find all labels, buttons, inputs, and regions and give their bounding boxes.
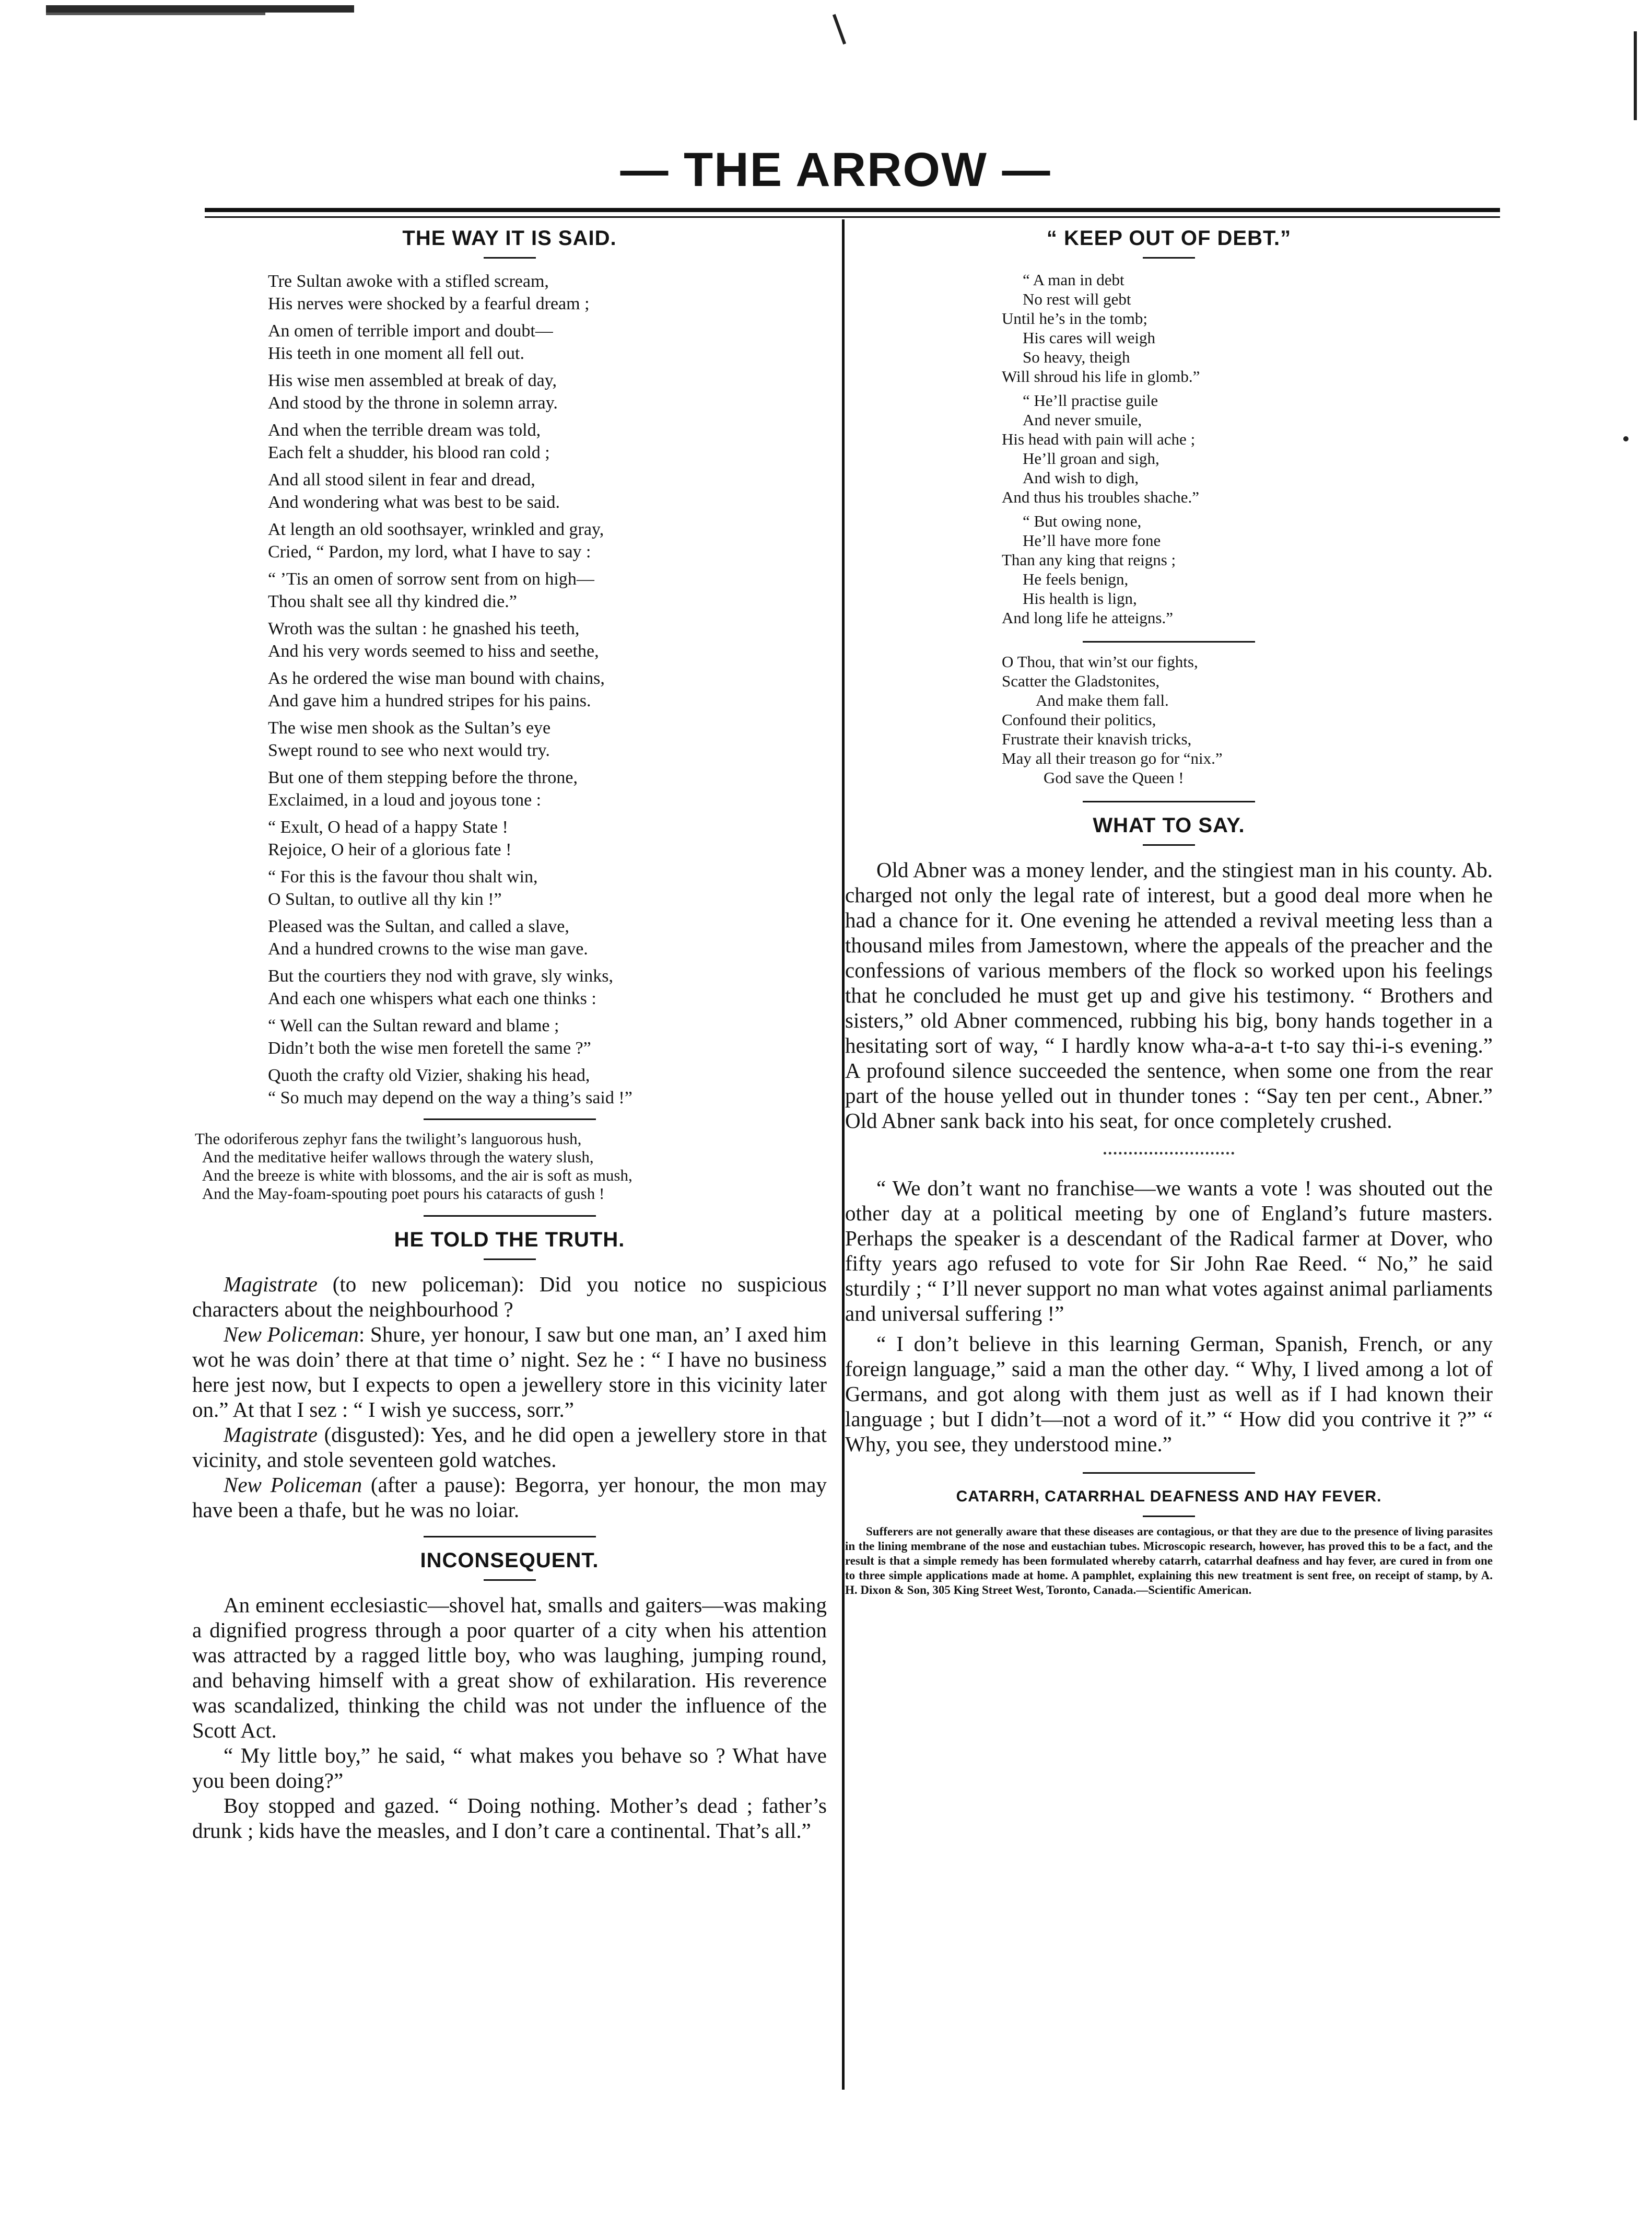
article-title: “ KEEP OUT OF DEBT.” — [1046, 227, 1292, 250]
poem-line: Swept round to see who next would try. — [268, 741, 550, 760]
section-rule — [1083, 1472, 1255, 1474]
masthead-rule-thick — [205, 208, 1500, 212]
paragraph: “ I don’t believe in this learning German, Spanish, French, or any foreign language,” said a man the other day. “ Why, I lived among a lot of Germans, and got along with them just as well as if I had known their language ; but I didn’t—not a word of it.” “ How did you contrive it ?” “ Why, you see, they understood mine.” — [845, 1332, 1493, 1456]
poem-line: Until he’s in the tomb; — [1002, 309, 1147, 328]
paragraph-text: (after a pause): Begorra, yer honour, the mon may have been a thafe, but he was no loiar. — [192, 1473, 827, 1522]
stanza — [268, 369, 827, 414]
speaker-label: New Policeman — [224, 1322, 359, 1346]
section-rule — [1083, 641, 1255, 643]
poem-line: O Sultan, to outlive all thy kin !” — [268, 890, 502, 909]
poem-line: And wish to digh, — [1023, 469, 1139, 487]
title-rule — [484, 257, 536, 259]
section-rule — [1083, 801, 1255, 802]
paragraph: “ We don’t want no franchise—we wants a vote ! was shouted out the other day at a political meeting by one of England’s future masters. Perhaps the speaker is a descendant of the Radical farmer at Dover, who fifty years ago refused to vote for Sir John Rae Reed. “ No,” he said sturdily ; “ I’ll never support no man what votes against animal parliaments and universal suffering !” — [845, 1176, 1493, 1325]
article-body — [192, 1272, 827, 1522]
poem-line: And thus his troubles shache.” — [1002, 488, 1199, 506]
poem-line: Than any king that reigns ; — [1002, 551, 1176, 569]
stanza — [268, 1015, 827, 1059]
stanza — [268, 419, 827, 464]
god-save-the-queen-verse — [845, 652, 1493, 787]
article-body — [192, 1592, 827, 1843]
poem-line: Rejoice, O heir of a glorious fate ! — [268, 840, 512, 859]
poem-line: Cried, “ Pardon, my lord, what I have to say : — [268, 542, 591, 562]
title-rule — [484, 1579, 536, 1581]
poem-line: “ But owing none, — [1023, 512, 1142, 530]
stanza — [268, 915, 827, 960]
scan-artifact-edge — [1634, 31, 1637, 120]
poem-line: And never smuile, — [1023, 411, 1142, 429]
stanza — [268, 667, 827, 712]
section-rule — [424, 1215, 596, 1217]
poem-line: “ So much may depend on the way a thing’s said !” — [268, 1088, 632, 1108]
poem-line: And make them fall. — [1036, 691, 1169, 709]
poem-line: At length an old soothsayer, wrinkled and gray, — [268, 520, 604, 539]
poem-line: But one of them stepping before the throne, — [268, 768, 578, 787]
masthead: — THE ARROW — — [620, 143, 1051, 196]
poem-line: And long life he atteigns.” — [1002, 609, 1173, 627]
paragraph: Boy stopped and gazed. “ Doing nothing. Mother’s dead ; father’s drunk ; kids have the measles, and I don’t care a continental. That’s all.” — [192, 1793, 827, 1843]
stanza — [1002, 391, 1493, 507]
speaker-label: Magistrate — [224, 1272, 318, 1296]
article-way-it-is-said — [192, 225, 827, 1109]
article-title: HE TOLD THE TRUTH. — [394, 1228, 625, 1251]
poem-line: Frustrate their knavish tricks, — [1002, 730, 1192, 748]
scan-artifact-mark — [833, 14, 846, 44]
poem-line: “ ’Tis an omen of sorrow sent from on high— — [268, 569, 594, 589]
masthead-rule-thin — [205, 216, 1500, 218]
poem-line: “ Exult, O head of a happy State ! — [268, 818, 508, 837]
poem-line: He feels benign, — [1023, 570, 1129, 588]
poem-line: Tre Sultan awoke with a stifled scream, — [268, 272, 549, 291]
ad-title: CATARRH, CATARRHAL DEAFNESS AND HAY FEVER. — [956, 1488, 1382, 1505]
section-rule — [424, 1536, 596, 1537]
article-body — [845, 857, 1493, 1133]
article-title: THE WAY IT IS SAID. — [402, 227, 617, 250]
paragraph-text: : Shure, yer honour, I saw but one man, an’ I axed him wot he was doin’ there at that time o’ night. Sez he : “ I have no business here jest now, but I expects to open a jewellery store in this vicinity later on.” At that I sez : “ I wish ye success, sorr.” — [192, 1322, 827, 1421]
poem-line: And gave him a hundred stripes for his pains. — [268, 691, 591, 710]
poem-line: An omen of terrible import and doubt— — [268, 321, 553, 341]
advertisement-catarrh — [845, 1483, 1493, 1598]
poem-line: Thou shalt see all thy kindred die.” — [268, 592, 517, 611]
poem-line: His health is lign, — [1023, 589, 1137, 608]
poem-line: He’ll groan and sigh, — [1023, 449, 1159, 468]
poem-line: His nerves were shocked by a fearful dream ; — [268, 294, 590, 313]
poem-line: “ Well can the Sultan reward and blame ; — [268, 1016, 559, 1035]
poem-line: As he ordered the wise man bound with chains, — [268, 669, 605, 688]
stanza — [1002, 511, 1493, 627]
title-rule — [1143, 257, 1195, 259]
poem-line: No rest will gebt — [1023, 290, 1131, 308]
poem-line: “ He’ll practise guile — [1023, 391, 1158, 410]
paragraph — [192, 1472, 827, 1522]
speaker-label: Magistrate — [224, 1423, 318, 1447]
zephyr-verse — [192, 1129, 827, 1203]
stanza — [268, 717, 827, 762]
stanza — [268, 965, 827, 1010]
article-vote — [845, 1175, 1493, 1326]
stanza — [268, 617, 827, 662]
poem-line: And wondering what was best to be said. — [268, 493, 560, 512]
section-rule — [424, 1118, 596, 1120]
article-german — [845, 1331, 1493, 1456]
article-what-to-say — [845, 812, 1493, 1133]
poem-line: “ For this is the favour thou shalt win, — [268, 867, 538, 887]
paragraph-text: (disgusted): Yes, and he did open a jewellery store in that vicinity, and stole seventeen gold watches. — [192, 1423, 827, 1472]
article-inconsequent — [192, 1547, 827, 1843]
stanza — [268, 469, 827, 514]
stanza — [268, 320, 827, 365]
poem-line: Scatter the Gladstonites, — [1002, 672, 1160, 690]
paragraph: Old Abner was a money lender, and the stingiest man in his county. Ab. charged not only the legal rate of interest, but a good deal more when he had a chance for it. One evening he attended a revival meeting less than a thousand miles from Jamestown, where the appeals of the preacher and the confessions of various members of the flock so worked upon his feelings that he concluded he must get up and give his testimony. “ Brothers and sisters,” old Abner commenced, rubbing his big, bony hands together in a hesitating sort of way, “ I hardly know wha-a-a-t t-to say thi-i-s evening.” A profound silence succeeded the sentence, when some one from the rear part of the house yelled out in thunder tones : “Say ten per cent., Abner.” Old Abner sank back into his seat, for once completely crushed. — [845, 858, 1493, 1133]
poem-line: And a hundred crowns to the wise man gave. — [268, 939, 588, 959]
stanza — [268, 816, 827, 861]
poem-line: His cares will weigh — [1023, 329, 1155, 347]
poem-line: May all their treason go for “nix.” — [1002, 749, 1223, 767]
poem-line: Didn’t both the wise men foretell the same ?” — [268, 1039, 591, 1058]
stanza — [268, 270, 827, 315]
article-keep-out-of-debt — [845, 225, 1493, 627]
stanza — [268, 866, 827, 911]
poem-line: And stood by the throne in solemn array. — [268, 393, 558, 413]
poem-line: His wise men assembled at break of day, — [268, 371, 557, 390]
ad-body — [845, 1524, 1493, 1598]
paragraph — [192, 1322, 827, 1422]
paragraph-text: (to new policeman): Did you notice no suspicious characters about the neighbourhood ? — [192, 1272, 827, 1321]
scan-artifact-dot — [1623, 436, 1628, 441]
paragraph: “ My little boy,” he said, “ what makes you behave so ? What have you been doing?” — [192, 1743, 827, 1792]
poem — [845, 270, 1493, 627]
title-rule — [1143, 844, 1195, 846]
title-rule — [484, 1258, 536, 1260]
stanza — [1002, 270, 1493, 386]
poem-line: “ A man in debt — [1023, 271, 1124, 289]
stanza — [268, 518, 827, 563]
poem-line: Each felt a shudder, his blood ran cold ; — [268, 443, 550, 462]
poem-line: And when the terrible dream was told, — [268, 421, 541, 440]
poem-line: So heavy, theigh — [1023, 348, 1130, 366]
poem-line: He’ll have more fone — [1023, 531, 1161, 550]
paragraph — [192, 1272, 827, 1322]
scan-artifact-top — [46, 5, 354, 13]
speaker-label: New Policeman — [224, 1473, 362, 1497]
section-divider-dotted — [1104, 1152, 1234, 1155]
column-divider — [842, 219, 845, 2090]
poem-line: His head with pain will ache ; — [1002, 430, 1196, 448]
stanza — [268, 1064, 827, 1109]
poem-line: Confound their politics, — [1002, 710, 1156, 729]
paragraph — [192, 1422, 827, 1472]
paragraph: An eminent ecclesiastic—shovel hat, smalls and gaiters—was making a dignified progress through a poor quarter of a city when his attention was attracted by a ragged little boy, who was laughing, jumping round, and behaving himself with a great show of exhilaration. His reverence was scandalized, thinking the child was not under the influence of the Scott Act. — [192, 1593, 827, 1742]
article-title: INCONSEQUENT. — [420, 1549, 599, 1572]
poem-line: Quoth the crafty old Vizier, shaking his head, — [268, 1066, 590, 1085]
poem-line: And each one whispers what each one thinks : — [268, 989, 596, 1008]
stanza — [268, 568, 827, 613]
poem-line: And the meditative heifer wallows through the watery slush, — [195, 1148, 594, 1166]
article-he-told-the-truth — [192, 1226, 827, 1522]
poem-line: The wise men shook as the Sultan’s eye — [268, 718, 551, 738]
poem-line: And all stood silent in fear and dread, — [268, 470, 535, 490]
poem-line: Pleased was the Sultan, and called a slave, — [268, 917, 569, 936]
title-rule — [1143, 1516, 1195, 1517]
poem-line: God save the Queen ! — [1044, 768, 1184, 787]
article-title: WHAT TO SAY. — [1093, 814, 1245, 837]
poem-line: But the courtiers they nod with grave, sly winks, — [268, 966, 614, 986]
poem-line: And his very words seemed to hiss and seethe, — [268, 642, 599, 661]
poem-line: O Thou, that win’st our fights, — [1002, 652, 1198, 671]
poem — [192, 270, 827, 1109]
right-column — [845, 225, 1493, 1598]
poem-line: The odoriferous zephyr fans the twilight’s languorous hush, — [195, 1129, 582, 1148]
scan-artifact-top-thin — [46, 13, 265, 15]
poem-line: And the May-foam-spouting poet pours his cataracts of gush ! — [195, 1184, 605, 1203]
poem-line: Wroth was the sultan : he gnashed his teeth, — [268, 619, 580, 638]
poem-line: And the breeze is white with blossoms, and the air is soft as mush, — [195, 1166, 632, 1184]
poem-line: His teeth in one moment all fell out. — [268, 344, 525, 363]
poem-line: Exclaimed, in a loud and joyous tone : — [268, 790, 542, 810]
paragraph: Sufferers are not generally aware that these diseases are contagious, or that they are due to the presence of living parasites in the lining membrane of the nose and eustachian tubes. Microscopic research, however, has proved this to be a fact, and the result is that a simple remedy has been formulated whereby catarrh, catarrhal deafness and hay fever, are cured in from one to three simple applications made at home. A pamphlet, explaining this new treatment is sent free, on receipt of stamp, by A. H. Dixon & Son, 305 King Street West, Toronto, Canada.—Scientific American. — [845, 1525, 1493, 1596]
poem-line: Will shroud his life in glomb.” — [1002, 367, 1200, 386]
left-column — [192, 225, 827, 1843]
stanza — [268, 766, 827, 811]
